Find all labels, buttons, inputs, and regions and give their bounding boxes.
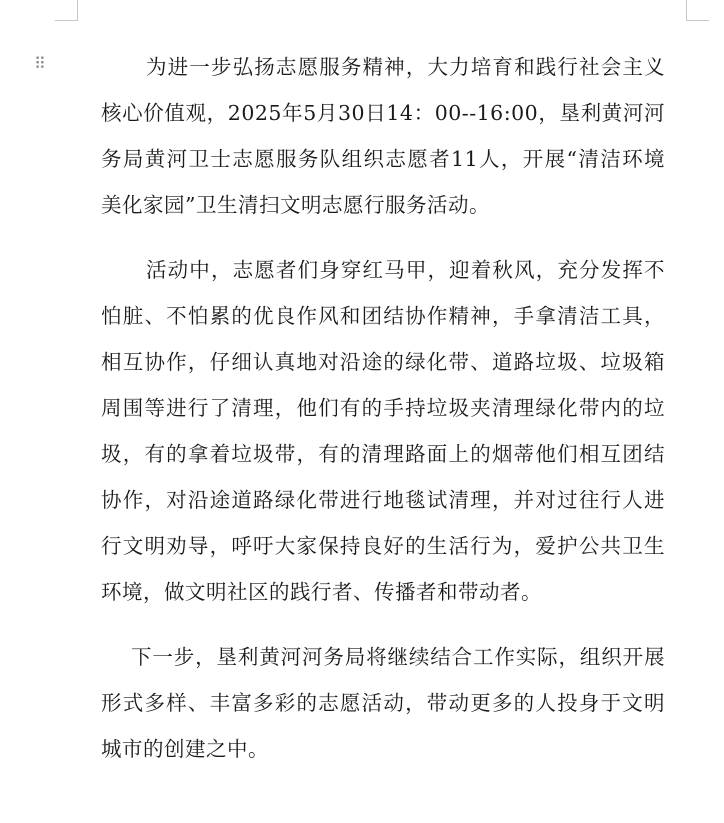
page-corner-mark-top-right <box>686 0 709 21</box>
drag-handle-icon[interactable]: ⠿ <box>34 54 44 73</box>
paragraph-intro: 为进一步弘扬志愿服务精神，大力培育和践行社会主义核心价值观，2025年5月30日14：00--16:00，垦利黄河河务局黄河卫士志愿服务队组织志愿者11人，开展“清洁环境 美化家园”卫生清扫文明志愿行服务活动。 <box>101 55 665 217</box>
page-corner-mark-top-left <box>55 0 78 21</box>
paragraph-activity: 活动中，志愿者们身穿红马甲，迎着秋风，充分发挥不怕脏、不怕累的优良作风和团结协作精神，手拿清洁工具，相互协作，仔细认真地对沿途的绿化带、道路垃圾、垃圾箱周围等进行了清理，他们有的手持垃圾夹清理绿化带内的垃圾，有的拿着垃圾带，有的清理路面上的烟蒂他们相互团结协作，对沿途道路绿化带进行地毯试清理，并对过往行人进行文明劝导，呼吁大家保持良好的生活行为，爱护公共卫生环境，做文明社区的践行者、传播者和带动者。 <box>101 258 665 604</box>
document-body[interactable] <box>101 44 665 772</box>
paragraph-next-step: 下一步，垦利黄河河务局将继续结合工作实际，组织开展形式多样、丰富多彩的志愿活动，带动更多的人投身于文明城市的创建之中。 <box>101 645 665 761</box>
